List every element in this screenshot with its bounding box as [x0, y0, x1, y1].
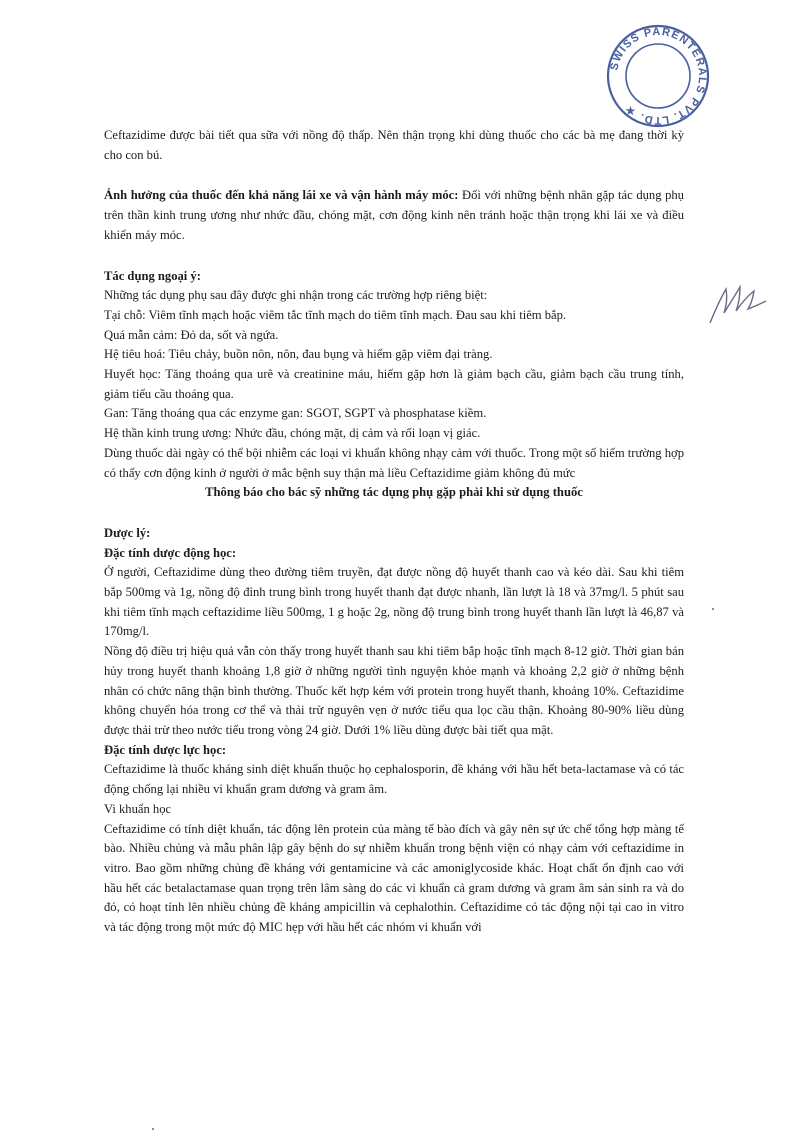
breastfeeding-paragraph: Ceftazidime được bài tiết qua sữa với nồng độ thấp. Nên thận trọng khi dùng thuốc cho các bà mẹ đang thời kỳ cho con bú. — [104, 128, 684, 162]
pharmacokinetics-paragraph-1: Ở người, Ceftazidime dùng theo đường tiêm truyền, đạt được nồng độ huyết thanh cao và kéo dài. Sau khi tiêm bắp 500mg và 1g, nồng độ đỉnh trung bình trong huyết thanh đạt được nhanh, lần lượt là 18 và 37mg/l. 5 phút sau khi tiêm tĩnh mạch ceftazidime liều 500mg, 1 g hoặc 2g, nồng độ trung bình trong huyết thanh lần lượt là 46,87 và 170mg/l. — [104, 565, 684, 639]
svg-text:SWISS PARENTERALS PVT. LTD. ★: SWISS PARENTERALS PVT. LTD. ★ — [608, 25, 709, 127]
adverse-intro: Những tác dụng phụ sau đây được ghi nhận trong các trường hợp riêng biệt: — [104, 288, 488, 303]
adverse-effects-heading: Tác dụng ngoại ý: — [104, 268, 201, 283]
driving-heading: Ảnh hưởng của thuốc đến khả năng lái xe và vận hành máy móc: — [104, 188, 459, 203]
pharmacokinetics-paragraph-2: Nồng độ điều trị hiệu quả vẫn còn thấy trong huyết thanh sau khi tiêm bắp hoặc tĩnh mạch 8-12 giờ. Thời gian bán hủy trong huyết thanh khoảng 1,8 giờ ở những người tình nguyện khỏe mạnh và khoảng 2,2 giờ ở những bệnh nhân có chức năng thận bình thường. Thuốc kết hợp kém với protein trong huyết thanh, khoảng 10%. Ceftazidime không chuyển hóa trong cơ thể và thải trừ nguyên vẹn ở nước tiểu qua lọc cầu thận. Khoảng 80-90% liều dùng được thải trừ theo nước tiểu trong vòng 24 giờ. Dưới 1% liều dùng được bài tiết qua mật. — [104, 644, 684, 737]
microbiology-paragraph: Ceftazidime có tính diệt khuẩn, tác động lên protein của màng tế bào đích và gây nên sự ức chế tổng hợp màng tế bào. Nhiều chủng và mẫu phân lập gây bệnh do sự nhiễm khuẩn trong bệnh viện có nhạy cảm với ceftazidime in vitro. Bao gồm những chủng đề kháng với gentamicine và các amoniglycoside khác. Hoạt chất ổn định cao với hầu hết các betalactamase quan trọng trên lâm sàng do các vi khuẩn cả gram dương và gram âm sản sinh ra và do đó, có hoạt tính lên nhiều chủng đề kháng ampicillin và cephalothin. Ceftazidime có tác động nội tại cao in vitro và tác động trong một mức độ MIC hẹp với hầu hết các nhóm vi khuẩn với — [104, 821, 684, 935]
driving-paragraph — [104, 186, 684, 245]
microbiology-heading: Vi khuẩn học — [104, 801, 172, 816]
adverse-blood: Huyết học: Tăng thoáng qua urê và creatinine máu, hiếm gặp hơn là giảm bạch cầu, giảm bạch cầu trung tính, giảm tiểu cầu thoáng qua. — [104, 367, 684, 401]
pharmacodynamics-heading: Đặc tính dược lực học: — [104, 742, 227, 757]
scan-speck — [712, 608, 714, 610]
signature-scribble-icon — [706, 283, 770, 325]
driving-text: Đối với những bệnh nhân gặp tác dụng phụ trên thần kinh trung ương như nhức đầu, chóng mặt, cơn động kinh nên tránh hoặc thận trọng khi lái xe và điều khiển máy móc. — [104, 188, 684, 242]
handwritten-signature — [706, 283, 770, 325]
adverse-long-term: Dùng thuốc dài ngày có thể bội nhiễm các loại vi khuẩn không nhạy cảm với thuốc. Trong một số hiếm trường hợp có thấy cơn động kinh ở người ở mắc bệnh suy thận mà liều Ceftazidime giảm không đủ mức — [104, 445, 684, 480]
doctor-notice: Thông báo cho bác sỹ những tác dụng phụ gặp phải khi sử dụng thuốc — [205, 485, 583, 500]
adverse-allergy: Quá mẫn cảm: Đỏ da, sốt và ngứa. — [104, 327, 279, 342]
company-stamp — [604, 22, 712, 130]
adverse-cns: Hệ thần kinh trung ương: Nhức đầu, chóng mặt, dị cảm và rối loạn vị giác. — [104, 426, 481, 441]
adverse-gi: Hệ tiêu hoá: Tiêu chảy, buồn nôn, nôn, đau bụng và hiếm gặp viêm đại tràng. — [104, 347, 493, 362]
scan-speck — [152, 1128, 154, 1130]
pharmacology-heading: Dược lý: — [104, 525, 151, 540]
stamp-seal-icon — [604, 22, 712, 130]
adverse-local: Tại chỗ: Viêm tĩnh mạch hoặc viêm tắc tĩnh mạch do tiêm tĩnh mạch. Đau sau khi tiêm bắp. — [104, 307, 567, 322]
adverse-liver: Gan: Tăng thoáng qua các enzyme gan: SGOT, SGPT và phosphatase kiềm. — [104, 406, 487, 421]
document-body — [104, 126, 684, 938]
pharmacokinetics-heading: Đặc tính dược động học: — [104, 545, 237, 560]
pharmacodynamics-paragraph: Ceftazidime là thuốc kháng sinh diệt khuẩn thuộc họ cephalosporin, đề kháng với hầu hết beta-lactamase và có tác động chống lại nhiều vi khuẩn gram dương và gram âm. — [104, 762, 684, 797]
